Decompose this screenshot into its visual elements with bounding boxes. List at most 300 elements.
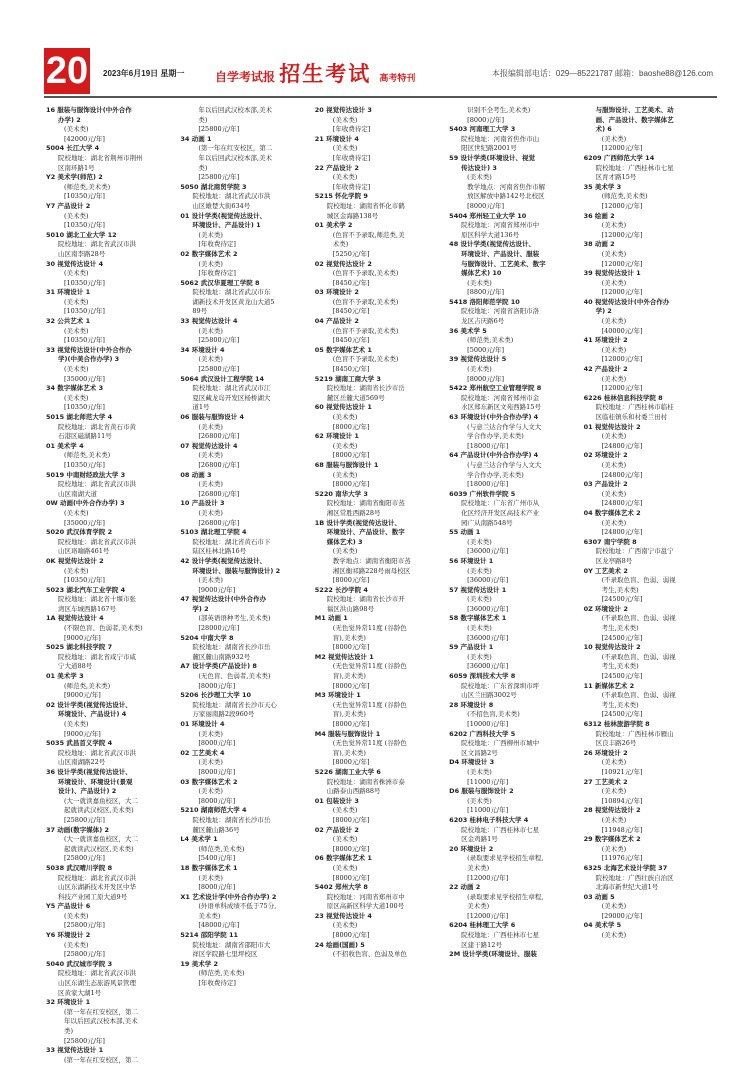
text-line: 42 设计学类(视觉传达设计、: [180, 556, 267, 565]
text-line: X1 艺术设计学(中外合作办学) 2: [180, 892, 277, 901]
text-line: (部英语语种考生,美术类): [198, 614, 271, 623]
text-line: 山区南李路28号: [58, 249, 106, 258]
text-line: (师范类,美术类): [198, 844, 245, 853]
text-line: (录取要求见学校招生章程,: [467, 892, 544, 901]
page-number: 20: [45, 50, 89, 92]
text-line: [12000元/年]: [467, 873, 509, 882]
text-line: [48000元/年]: [198, 921, 240, 930]
column-2: [180, 106, 314, 1054]
text-line: 科技产业园工原大道9号: [58, 892, 128, 901]
text-line: [24500元/年]: [601, 672, 643, 681]
text-line: 26 环境设计 2: [583, 748, 628, 757]
text-line: [5400元/年]: [198, 854, 236, 863]
text-line: 北海市新世纪大道1号: [595, 883, 659, 892]
text-line: 区南环路1号: [58, 163, 95, 172]
text-line: [26800元/年]: [198, 432, 240, 441]
text-line: (美术类): [601, 815, 627, 824]
text-line: [12000元/年]: [601, 355, 643, 364]
text-line: 5206 长沙理工大学 10: [180, 691, 252, 700]
text-line: 47 视觉传达设计(中外合作办: [180, 595, 267, 604]
text-line: 22 产品设计 2: [314, 163, 359, 172]
text-line: 0W 动画(中外合作办学) 3: [46, 499, 125, 508]
text-line: 环境设计、环境设计(景观: [58, 777, 133, 786]
text-line: 6209 广西师范大学 14: [583, 153, 655, 162]
text-line: 6039 广州软件学院 5: [449, 489, 516, 498]
text-line: (色盲不予录取,美术类): [332, 355, 399, 364]
text-line: (美术类): [467, 767, 492, 776]
text-line: [12000元/年]: [601, 259, 643, 268]
text-line: 院校地址：湖北省十堰市张: [58, 595, 136, 604]
text-line: 34 动画 1: [180, 134, 212, 143]
text-line: 术) 6: [595, 125, 612, 134]
text-line: 60 视觉传达设计 1: [314, 403, 372, 412]
text-line: 03 数字媒体艺术 2: [180, 777, 238, 786]
text-line: [8000元/年]: [467, 115, 504, 124]
text-line: (不录取色盲、色弱、弱视: [601, 614, 676, 623]
text-line: [25800元/年]: [198, 365, 240, 374]
text-line: 陆区桂林北路16号: [192, 547, 247, 556]
text-line: 院校地址：湖北省荆州市荆州: [58, 153, 143, 162]
text-line: [12000元/年]: [601, 230, 643, 239]
text-line: 盲),美术类): [332, 710, 366, 719]
text-line: 起就读武汉校区,美术类): [64, 806, 134, 815]
text-line: (美术类): [332, 441, 358, 450]
text-line: (美术类): [601, 317, 627, 326]
text-line: (美术类): [601, 249, 627, 258]
text-line: 山区南湖路22号: [58, 758, 106, 767]
text-line: [8000元/年]: [332, 844, 370, 853]
text-line: 学合作办学,美术类): [467, 432, 524, 441]
article-columns: [46, 106, 718, 1064]
text-line: 40 视觉传达设计(中外合作办: [583, 297, 670, 306]
text-line: 院校地址：湖南省衡阳市蒸: [326, 499, 405, 508]
text-line: 区建干路12号: [461, 940, 502, 949]
text-line: 03 环境设计 2: [314, 288, 359, 297]
text-line: [10350元/年]: [64, 192, 105, 201]
text-line: [11000元/年]: [467, 777, 509, 786]
text-line: M3 环境设计 1: [314, 691, 361, 700]
text-line: Y5 产品设计 6: [46, 902, 91, 911]
text-line: [25800元/年]: [198, 125, 240, 134]
text-line: [12000元/年]: [601, 288, 643, 297]
text-line: (美术类): [467, 566, 492, 575]
text-line: 院校地址：湖南省长沙市岳: [192, 815, 271, 824]
text-line: (美术类): [332, 547, 358, 556]
text-line: (色盲不予录取,师范类,美: [332, 230, 405, 239]
text-line: [26800元/年]: [198, 460, 240, 469]
text-line: 湘区常胜西路28号: [326, 508, 381, 517]
text-line: [28000元/年]: [198, 624, 240, 633]
text-line: (美术类): [601, 489, 627, 498]
text-line: A7 设计学类(产品设计) 8: [180, 662, 257, 671]
text-line: 学合作办学,美术类): [467, 470, 524, 479]
text-line: 02 环境设计 2: [583, 451, 628, 460]
text-line: 院校地址：湖南省长沙市岳: [192, 643, 271, 652]
text-line: (无色觉异常11度 (谷龄色: [332, 739, 407, 748]
text-line: 环境设计、产品设计) 1: [192, 221, 261, 230]
text-line: (美术类): [601, 758, 627, 767]
text-line: (美术类): [64, 211, 89, 220]
text-line: 化区经济开发区高技术产业: [461, 508, 540, 517]
contact-info: 本报编辑部电话：029—85221787 邮箱：baoshe88@126.com: [491, 69, 713, 78]
text-line: 湘区衡祁路228号雨母校区: [332, 566, 411, 575]
text-line: 37 动画(数字媒体) 2: [46, 825, 110, 834]
text-line: [18000元/年]: [467, 480, 509, 489]
text-line: [8000元/年]: [198, 739, 236, 748]
text-line: (美术类): [332, 863, 358, 872]
text-line: 28 视觉传达设计 2: [583, 806, 641, 815]
text-line: (第一年在红安校区，第二: [198, 144, 273, 153]
text-line: 10 视觉传达设计 2: [583, 643, 641, 652]
text-line: [8000元/年]: [467, 201, 504, 210]
text-line: [25800元/年]: [198, 336, 240, 345]
text-line: 33 视觉传达设计 4: [180, 317, 238, 326]
column-5: [584, 106, 718, 1054]
text-line: [8000元/年]: [332, 873, 370, 882]
text-line: 5062 武汉华夏理工学院 8: [180, 278, 260, 287]
text-line: 院校地址：广西柳州市城中: [461, 739, 540, 748]
text-line: [18000元/年]: [467, 441, 509, 450]
text-line: (师范类,美术类): [467, 336, 514, 345]
text-line: 5404 郑州轻工业大学 10: [449, 211, 527, 220]
text-line: 16 服装与服饰设计(中外合作: [46, 106, 132, 114]
text-line: (第一年在红安校区，第二: [64, 1007, 139, 1016]
text-line: [8000元/年]: [332, 451, 370, 460]
text-line: 考生,美术类): [601, 585, 639, 594]
text-line: 院校地址：广西桂林市七星: [461, 931, 540, 940]
text-line: 5004 长江大学 4: [46, 144, 100, 153]
text-line: 山区兰田路3002号: [461, 691, 517, 700]
text-line: 6325 北海艺术设计学院 37: [583, 863, 668, 872]
text-line: [10894元/年]: [601, 796, 643, 805]
text-line: (美术类): [467, 796, 492, 805]
page-header: [0, 0, 735, 96]
text-line: (美术类): [198, 873, 223, 882]
text-line: 院校地址：湖南省长沙市岳: [326, 384, 405, 393]
text-line: 10 产品设计 3: [180, 499, 225, 508]
text-line: (美术类): [198, 480, 223, 489]
text-line: 02 视觉传达设计 2: [314, 259, 372, 268]
text-line: (美术类): [601, 931, 627, 940]
text-line: 园广从南路548号: [461, 518, 513, 527]
text-line: (美术类): [198, 576, 223, 585]
text-line: (美术类): [332, 115, 358, 124]
text-line: [36000元/年]: [467, 547, 509, 556]
text-line: 区文昌路2号: [461, 748, 498, 757]
text-line: (美术类): [467, 595, 492, 604]
text-line: (美术类): [601, 278, 627, 287]
text-line: (美术类): [467, 537, 492, 546]
masthead: [215, 58, 415, 88]
text-line: 媒体艺术) 10: [461, 269, 502, 278]
text-line: 1B 设计学类(视觉传达设计、: [314, 518, 401, 527]
text-line: 院校地址：湖北省黄石市黄: [58, 422, 136, 431]
text-line: 设计)、产品设计) 2: [58, 787, 117, 796]
text-line: 5222 长沙学院 4: [314, 585, 368, 594]
text-line: 教学地点：河南省焦作市解: [467, 182, 546, 191]
text-line: 美术类): [198, 911, 221, 920]
text-line: 05 数字媒体艺术 1: [314, 345, 372, 354]
text-line: 31 环境设计 1: [46, 288, 91, 297]
text-line: 06 服装与服饰设计 4: [180, 413, 244, 421]
text-line: [8000元/年]: [332, 576, 370, 585]
text-line: 0Y 工艺美术 2: [583, 566, 628, 575]
text-line: [24800元/年]: [601, 441, 643, 450]
text-line: 环境设计、产品设计、服装: [461, 249, 540, 258]
text-line: [5000元/年]: [467, 345, 504, 354]
text-line: 院校地址：湖北省黄石市下: [192, 537, 271, 546]
text-line: 院校地址：湖南省怀化市鹤: [326, 201, 405, 210]
text-line: (不招收色盲、色弱及单色: [332, 950, 407, 959]
column-3: [315, 106, 449, 1054]
text-line: [10350元/年]: [64, 307, 105, 316]
text-line: [8450元/年]: [332, 365, 370, 374]
text-line: 04 数字媒体艺术 2: [583, 508, 641, 517]
text-line: 院校地址：湖北省武汉市洪: [192, 192, 271, 201]
text-line: 山区东湖生态旅游风景管理: [58, 979, 136, 988]
text-line: (师范类,美术类): [64, 182, 111, 191]
text-line: 院校地址：湖南省长沙市开: [326, 595, 405, 604]
text-line: [24800元/年]: [601, 528, 643, 537]
text-line: [10350元/年]: [64, 403, 105, 412]
text-line: (美术类): [198, 729, 223, 738]
text-line: [25800元/年]: [64, 1036, 105, 1045]
text-line: 5226 湖南工业大学 6: [314, 767, 381, 776]
text-line: [36000元/年]: [467, 576, 509, 585]
text-line: 01 美术学 4: [46, 441, 84, 450]
text-line: [25800元/年]: [64, 854, 105, 863]
text-line: [35000元/年]: [64, 374, 105, 383]
text-line: 麓区麓山南路932号: [192, 652, 251, 661]
text-line: 石港区磁湖路11号: [58, 432, 112, 441]
text-line: 5403 河南理工大学 3: [449, 125, 516, 134]
text-line: 放区解放中路142号北校区: [467, 192, 545, 201]
text-line: (美术类): [64, 125, 89, 134]
text-line: (美术类): [601, 787, 627, 796]
text-line: 年以后回武汉校本部,美术: [198, 153, 272, 162]
text-line: (美术类): [601, 345, 627, 354]
text-line: 山区珞喻路461号: [58, 547, 110, 556]
text-line: (师范类,美术类): [64, 681, 111, 690]
text-line: 院校地址：湖北省武汉市洪: [58, 240, 136, 249]
text-line: 道1号: [192, 403, 210, 412]
text-line: 麓区岳麓大道569号: [326, 393, 385, 402]
text-line: (美术类): [332, 470, 358, 479]
text-line: 区龙亭路8号: [595, 556, 633, 565]
text-line: [8450元/年]: [332, 278, 370, 287]
text-line: 02 设计学类(视觉传达设计、: [46, 700, 132, 709]
text-line: [8000元/年]: [467, 374, 504, 383]
text-line: 34 数字媒体艺术 3: [46, 384, 104, 393]
text-line: 万家丽南路2段960号: [192, 710, 255, 719]
text-line: [8000元/年]: [198, 681, 236, 690]
text-line: 5422 郑州航空工业管理学院 8: [449, 384, 542, 393]
text-line: (美术类): [332, 806, 358, 815]
text-line: [36000元/年]: [467, 662, 509, 671]
text-line: (美术类): [601, 460, 627, 469]
text-line: 68 服装与服饰设计 1: [314, 460, 379, 469]
text-line: (第一年在红安校区，第二: [64, 1055, 139, 1064]
text-line: [10350元/年]: [64, 460, 105, 469]
text-line: M2 视觉传达设计 1: [314, 652, 374, 661]
text-line: 院校地址：广西桂林市七星: [595, 163, 674, 172]
text-line: D4 环境设计 3: [449, 758, 495, 767]
text-line: 5020 武汉体育学院 2: [46, 528, 113, 537]
text-line: 23 视觉传达设计 4: [314, 911, 372, 920]
text-line: (美术类): [601, 374, 627, 383]
text-line: [26800元/年]: [198, 489, 240, 498]
text-line: 5402 郑州大学 8: [314, 883, 368, 892]
text-line: 2M 设计学类(环境设计、服装: [449, 950, 537, 959]
text-line: 年以后回武汉校本部,美术: [64, 1017, 138, 1026]
text-line: 传达设计) 3: [461, 163, 497, 172]
text-line: [8000元/年]: [332, 643, 370, 652]
text-line: 5038 武汉晴川学院 8: [46, 863, 113, 872]
text-line: 08 动画 3: [180, 470, 212, 479]
text-line: (无色觉异常11度 (谷龄色: [332, 624, 407, 633]
text-line: 59 设计学类(环境设计、视觉: [449, 153, 535, 162]
text-line: [12000元/年]: [601, 144, 643, 153]
text-line: (美术类): [332, 413, 358, 421]
text-line: [8000元/年]: [332, 480, 370, 489]
text-line: 院校地址：广东省深圳市坪: [461, 681, 540, 690]
text-line: [24800元/年]: [601, 499, 643, 508]
text-line: 盲),美术类): [332, 672, 366, 681]
text-line: 5215 怀化学院 9: [314, 192, 368, 201]
text-line: 04 美术学 5: [583, 921, 622, 930]
text-line: 院校地址：湖北省武汉市洪: [58, 748, 136, 757]
text-line: 美术类): [467, 902, 490, 911]
text-line: (美术类): [64, 393, 89, 402]
text-line: M4 服装与服饰设计 1: [314, 729, 381, 738]
text-line: 32 环境设计 1: [46, 998, 91, 1007]
issue-date: 2023年6月19日 星期一: [103, 69, 185, 78]
header-divider: [44, 96, 717, 98]
text-line: [36000元/年]: [467, 604, 509, 613]
text-line: 6312 桂林旅游学院 8: [583, 720, 650, 728]
text-line: [8000元/年]: [198, 767, 236, 776]
text-line: 院校地址：湖南省株洲市泰: [326, 777, 405, 786]
text-line: 盲),美术类): [332, 633, 366, 642]
text-line: [8450元/年]: [332, 307, 370, 316]
text-line: (美术类): [198, 326, 223, 335]
text-line: (色盲不予录取,美术类): [332, 326, 399, 335]
text-line: [年收费待定]: [332, 125, 371, 134]
text-line: 区良丰路26号: [595, 739, 637, 748]
text-line: 院校地址：湖北省咸宁市咸: [58, 652, 136, 661]
text-line: [42000元/年]: [64, 134, 105, 143]
text-line: 64 产品设计(中外合作办学) 4: [449, 451, 539, 460]
text-line: (色盲不予录取,美术类): [332, 297, 399, 306]
text-line: 33 视觉传达设计(中外合作办: [46, 345, 132, 354]
text-line: 35 美术学 3: [583, 182, 622, 191]
text-line: (与意兰达合作学与人文大: [467, 460, 542, 469]
text-line: 01 包装设计 3: [314, 796, 359, 805]
text-line: 原区科学大道136号: [461, 230, 520, 239]
text-line: 院校地址：湖北省武汉市洪: [58, 537, 136, 546]
text-line: (美术类): [332, 173, 358, 182]
text-line: [年收费待定]: [198, 269, 236, 278]
text-line: [年收费待定]: [332, 153, 371, 162]
text-line: (美术类): [601, 844, 627, 853]
text-line: 20 视觉传达设计 3: [314, 106, 372, 114]
text-line: (美术类): [198, 230, 223, 239]
text-line: (美术类): [64, 508, 89, 517]
text-line: 院校地址：湖南省邵阳市大: [192, 940, 271, 949]
text-line: [24500元/年]: [601, 710, 643, 719]
text-line: 院校地址：湖北省武汉市江: [192, 384, 271, 393]
text-line: D6 服装与服饰设计 2: [449, 787, 514, 796]
text-line: 考生,美术类): [601, 662, 639, 671]
text-line: 5064 武汉设计工程学院 14: [180, 374, 265, 383]
text-line: Y7 产品设计 2: [46, 201, 91, 210]
text-line: 5025 湖北科技学院 7: [46, 643, 113, 652]
text-line: [29000元/年]: [601, 911, 643, 920]
text-line: [26800元/年]: [198, 518, 240, 527]
text-line: (美术类): [198, 787, 223, 796]
text-line: [8000元/年]: [198, 883, 236, 892]
text-line: [10350元/年]: [64, 336, 105, 345]
text-line: (无色觉异常11度 (谷龄色: [332, 662, 407, 671]
text-line: [10350元/年]: [64, 278, 105, 287]
text-line: 33 视觉传达设计 1: [46, 1046, 104, 1055]
text-line: [12000元/年]: [467, 911, 509, 920]
text-line: 湖新技术开发区黄龙山大道5: [192, 297, 275, 306]
text-line: 36 美术学 5: [449, 326, 487, 335]
text-line: (不录取色盲、色弱、弱视: [601, 576, 676, 585]
text-line: 24 绘画(国画) 5: [314, 940, 365, 949]
text-line: 福区洪山路98号: [326, 604, 375, 613]
text-line: 02 数字媒体艺术 2: [180, 249, 238, 258]
text-line: 山区东湖新技术开发区中华: [58, 883, 136, 892]
text-line: 水区郑东新区文苑西路15号: [461, 403, 541, 412]
text-line: 学) 2: [595, 307, 612, 316]
text-line: (美术类): [601, 902, 627, 911]
text-line: [年收费待定]: [198, 979, 236, 988]
text-line: 01 美术学 3: [46, 672, 84, 681]
text-line: 19 美术学 2: [180, 959, 218, 968]
text-line: 识别不全考生,美术类): [467, 106, 531, 114]
text-line: 0K 视觉传达设计 2: [46, 556, 104, 565]
text-line: 宁大道88号: [58, 662, 93, 671]
text-line: (美术类): [332, 144, 358, 153]
text-line: 06 数字媒体艺术 1: [314, 854, 372, 863]
text-line: [11000元/年]: [467, 806, 509, 815]
text-line: 03 动画 5: [583, 892, 615, 901]
text-line: (美术类): [64, 365, 89, 374]
text-line: 湾区车城西路167号: [58, 604, 116, 613]
text-line: (美术类): [332, 835, 358, 844]
text-line: (美术类): [601, 134, 627, 143]
text-line: 院校地址：湖北省武汉市洪: [58, 873, 136, 882]
text-line: 41 环境设计 2: [583, 336, 628, 345]
text-line: 01 视觉传达设计 2: [583, 422, 641, 431]
text-line: 55 动画 1: [449, 528, 481, 537]
text-line: 6204 桂林理工大学 6: [449, 921, 516, 930]
text-line: 0Z 环境设计 2: [583, 604, 628, 613]
text-line: [9000元/年]: [198, 585, 236, 594]
text-line: (美术类): [198, 451, 223, 460]
text-line: [24500元/年]: [601, 633, 643, 642]
text-line: [年收费待定]: [332, 182, 371, 191]
text-line: [10921元/年]: [601, 767, 643, 776]
text-line: 考生,美术类): [601, 624, 639, 633]
text-line: 1A 视觉传达设计 4: [46, 614, 104, 623]
text-line: 01 环境设计 4: [180, 720, 225, 728]
text-line: 56 环境设计 1: [449, 556, 494, 565]
text-line: 山路泰山西路88号: [326, 787, 381, 796]
text-line: 34 环境设计 4: [180, 345, 225, 354]
